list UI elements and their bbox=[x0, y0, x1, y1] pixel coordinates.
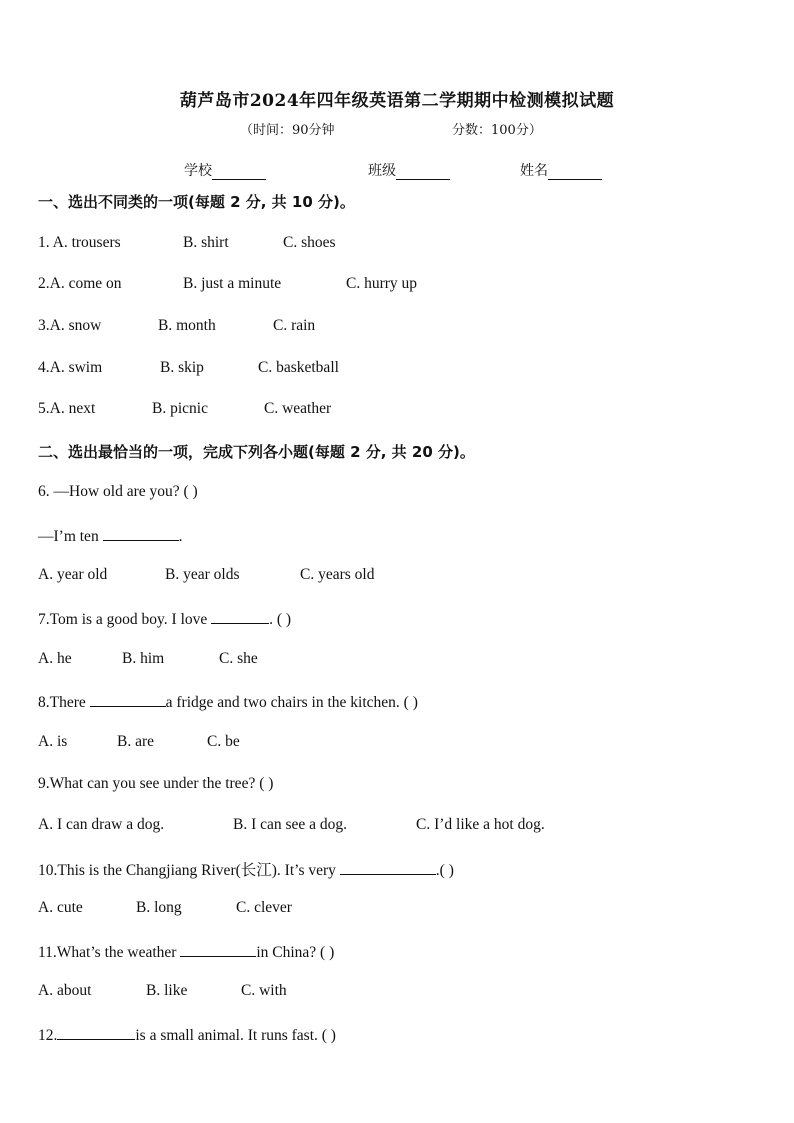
school-label: 学校 bbox=[184, 163, 212, 179]
question-5 bbox=[38, 400, 332, 418]
question-7-options bbox=[38, 650, 258, 668]
option-b: B. him bbox=[122, 650, 165, 667]
question-number: 5 bbox=[38, 400, 46, 417]
question-8-stem bbox=[38, 691, 418, 712]
stem-text: a fridge and two chairs in the kitchen. ( ) bbox=[165, 694, 418, 711]
option-a: A. year old bbox=[38, 566, 108, 583]
option-c: C. with bbox=[241, 982, 287, 999]
option-b: B. I can see a dog. bbox=[233, 816, 348, 833]
option-b: B. just a minute bbox=[183, 275, 282, 292]
option-a: .A. snow bbox=[45, 317, 102, 334]
question-4 bbox=[38, 359, 339, 377]
question-6-answer-line bbox=[38, 525, 182, 546]
question-2 bbox=[38, 275, 418, 293]
question-9-options bbox=[38, 816, 545, 834]
stem-text: is a small animal. It runs fast. ( ) bbox=[135, 1027, 336, 1044]
option-c: C. weather bbox=[264, 400, 332, 417]
page-title: 葫芦岛市2024年四年级英语第二学期期中检测模拟试题 bbox=[179, 91, 615, 111]
class-label: 班级 bbox=[368, 163, 396, 179]
option-b: B. skip bbox=[160, 359, 204, 376]
option-a: .A. next bbox=[45, 400, 96, 417]
option-b: B. are bbox=[117, 733, 155, 750]
question-1 bbox=[38, 234, 336, 252]
stem-text: 11.What’s the weather bbox=[38, 944, 181, 961]
option-b: B. like bbox=[146, 982, 188, 999]
score-info: 分数：100分） bbox=[452, 123, 542, 138]
stem-text: 7.Tom is a good boy. I love bbox=[38, 611, 212, 628]
question-3 bbox=[38, 317, 316, 335]
question-8-options bbox=[38, 733, 240, 751]
question-7-stem bbox=[38, 608, 291, 629]
option-a: A. he bbox=[38, 650, 72, 667]
section1-heading: 一、选出不同类的一项(每题 2 分, 共 10 分)。 bbox=[38, 193, 355, 211]
class-field bbox=[368, 160, 450, 180]
school-field bbox=[184, 160, 266, 180]
question-6-options bbox=[38, 566, 375, 584]
option-c: C. hurry up bbox=[346, 275, 418, 292]
answer-blank bbox=[180, 941, 256, 957]
option-c: C. rain bbox=[273, 317, 316, 334]
option-a: A. about bbox=[38, 982, 92, 999]
question-10-options bbox=[38, 899, 292, 917]
question-10-stem bbox=[38, 858, 454, 880]
stem-text: 10.This is the Changjiang River(长江). It’s very bbox=[38, 862, 340, 879]
option-c: C. be bbox=[207, 733, 240, 750]
option-c: C. years old bbox=[300, 566, 375, 583]
option-a: A. is bbox=[38, 733, 68, 750]
question-11-options bbox=[38, 982, 287, 1000]
question-6-stem: 6. —How old are you? ( ) bbox=[38, 483, 198, 500]
option-b: B. year olds bbox=[165, 566, 240, 583]
question-number: 4 bbox=[38, 359, 46, 376]
question-number: 2 bbox=[38, 275, 46, 292]
option-c: C. I’d like a hot dog. bbox=[416, 816, 545, 833]
option-c: C. shoes bbox=[283, 234, 336, 251]
name-field bbox=[520, 160, 602, 180]
option-b: B. picnic bbox=[152, 400, 208, 417]
stem-text: 8.There bbox=[38, 694, 90, 711]
option-c: C. clever bbox=[236, 899, 292, 916]
name-label: 姓名 bbox=[520, 163, 548, 179]
answer-suffix: . bbox=[178, 528, 183, 545]
option-b: B. month bbox=[158, 317, 216, 334]
option-a: A. cute bbox=[38, 899, 83, 916]
option-b: B. long bbox=[136, 899, 182, 916]
school-blank bbox=[212, 164, 266, 180]
answer-prefix: —I’m ten bbox=[38, 528, 103, 545]
name-blank bbox=[548, 164, 602, 180]
question-number: 1 bbox=[38, 234, 46, 251]
stem-text: 12. bbox=[38, 1027, 58, 1044]
stem-text: .( ) bbox=[435, 862, 454, 879]
option-a: A. I can draw a dog. bbox=[38, 816, 165, 833]
stem-text: in China? ( ) bbox=[256, 944, 335, 961]
question-9-stem: 9.What can you see under the tree? ( ) bbox=[38, 775, 274, 792]
time-info: （时间：90分钟 bbox=[240, 123, 335, 138]
option-a: . A. trousers bbox=[45, 234, 121, 251]
option-c: C. she bbox=[219, 650, 258, 667]
answer-blank bbox=[90, 691, 166, 707]
option-c: C. basketball bbox=[258, 359, 339, 376]
answer-blank bbox=[340, 859, 436, 875]
option-b: B. shirt bbox=[183, 234, 229, 251]
question-12-stem bbox=[38, 1024, 336, 1045]
answer-blank bbox=[211, 608, 269, 624]
stem-text: . ( ) bbox=[269, 611, 292, 628]
class-blank bbox=[396, 164, 450, 180]
question-11-stem bbox=[38, 941, 334, 962]
section2-heading: 二、选出最恰当的一项，完成下列各小题(每题 2 分, 共 20 分)。 bbox=[38, 443, 475, 461]
option-a: .A. come on bbox=[45, 275, 122, 292]
question-number: 3 bbox=[38, 317, 46, 334]
answer-blank bbox=[103, 525, 179, 541]
option-a: .A. swim bbox=[45, 359, 103, 376]
answer-blank bbox=[57, 1024, 135, 1040]
